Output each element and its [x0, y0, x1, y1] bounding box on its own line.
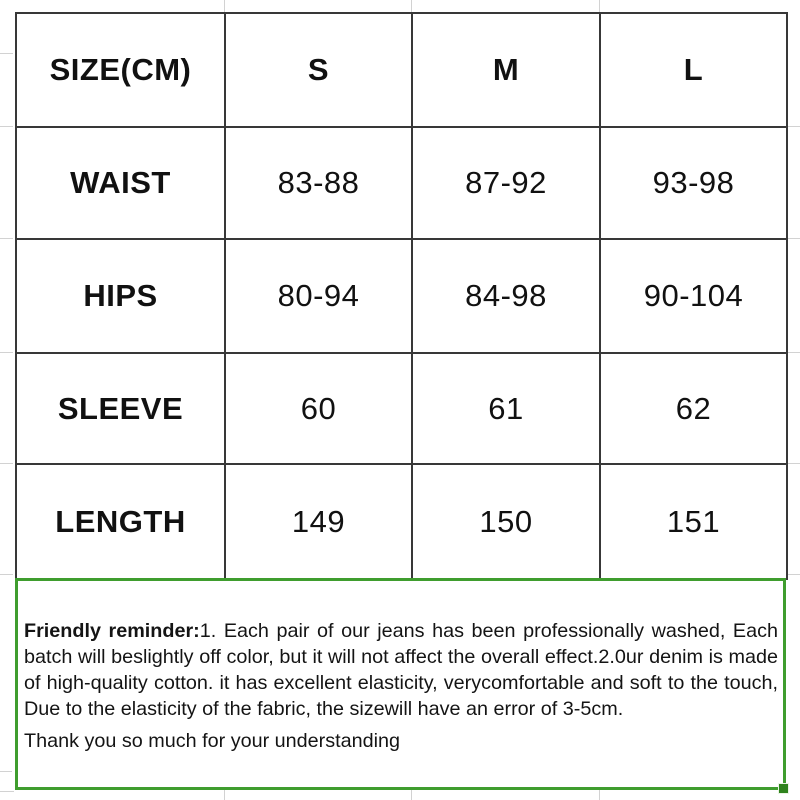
cell-sleeve-m: 61: [412, 353, 600, 464]
cell-sleeve-l: 62: [600, 353, 787, 464]
gridline-stub: [599, 790, 600, 800]
cell-length-m: 150: [412, 464, 600, 579]
gridline-stub: [224, 0, 225, 12]
header-cell-l: L: [600, 13, 787, 127]
cell-waist-l: 93-98: [600, 127, 787, 239]
reminder-body: 1. Each pair of our jeans has been professionally washed, Each batch will beslightly off color, but it will not affect the overall effect.2.0ur denim is made of high-quality cotton. it has excellent elasticity, verycomfortable and soft to the touch, Due to the elasticity of the fabric, the sizewill have an error of 3-5cm.: [24, 620, 778, 720]
header-cell-size-cm: SIZE(CM): [16, 13, 225, 127]
gridline-stub: [0, 463, 13, 464]
table-row-header: [16, 13, 787, 127]
cell-waist-m: 87-92: [412, 127, 600, 239]
gridline-stub: [0, 352, 13, 353]
gridline-stub: [0, 771, 12, 772]
gridline-stub: [224, 790, 225, 800]
shape-resize-handle[interactable]: [778, 783, 789, 794]
gridline-stub: [0, 126, 13, 127]
table-row-length: [16, 464, 787, 579]
cell-length-l: 151: [600, 464, 787, 579]
table-row-hips: [16, 239, 787, 353]
row-label-sleeve: SLEEVE: [16, 353, 225, 464]
table-row-sleeve: [16, 353, 787, 464]
header-cell-s: S: [225, 13, 412, 127]
gridline-stub: [0, 574, 13, 575]
gridline-stub: [411, 0, 412, 12]
gridline-stub: [787, 463, 800, 464]
size-table: [15, 12, 788, 580]
gridline-stub: [411, 790, 412, 800]
cell-hips-m: 84-98: [412, 239, 600, 353]
gridline-stub: [0, 238, 13, 239]
table-row-waist: [16, 127, 787, 239]
reminder-paragraph: [24, 618, 778, 722]
row-label-waist: WAIST: [16, 127, 225, 239]
cell-waist-s: 83-88: [225, 127, 412, 239]
cell-length-s: 149: [225, 464, 412, 579]
row-label-length: LENGTH: [16, 464, 225, 579]
gridline-stub: [787, 126, 800, 127]
gridline-stub: [787, 574, 800, 575]
gridline-stub: [599, 0, 600, 12]
gridline-stub: [0, 791, 14, 792]
cell-hips-l: 90-104: [600, 239, 787, 353]
cell-sleeve-s: 60: [225, 353, 412, 464]
header-cell-m: M: [412, 13, 600, 127]
reminder-thanks: Thank you so much for your understanding: [24, 730, 401, 752]
gridline-stub: [787, 352, 800, 353]
cell-hips-s: 80-94: [225, 239, 412, 353]
reminder-lead: Friendly reminder:: [24, 620, 200, 642]
gridline-stub: [787, 238, 800, 239]
reminder-box: [15, 578, 786, 790]
row-label-hips: HIPS: [16, 239, 225, 353]
gridline-stub: [0, 53, 13, 54]
